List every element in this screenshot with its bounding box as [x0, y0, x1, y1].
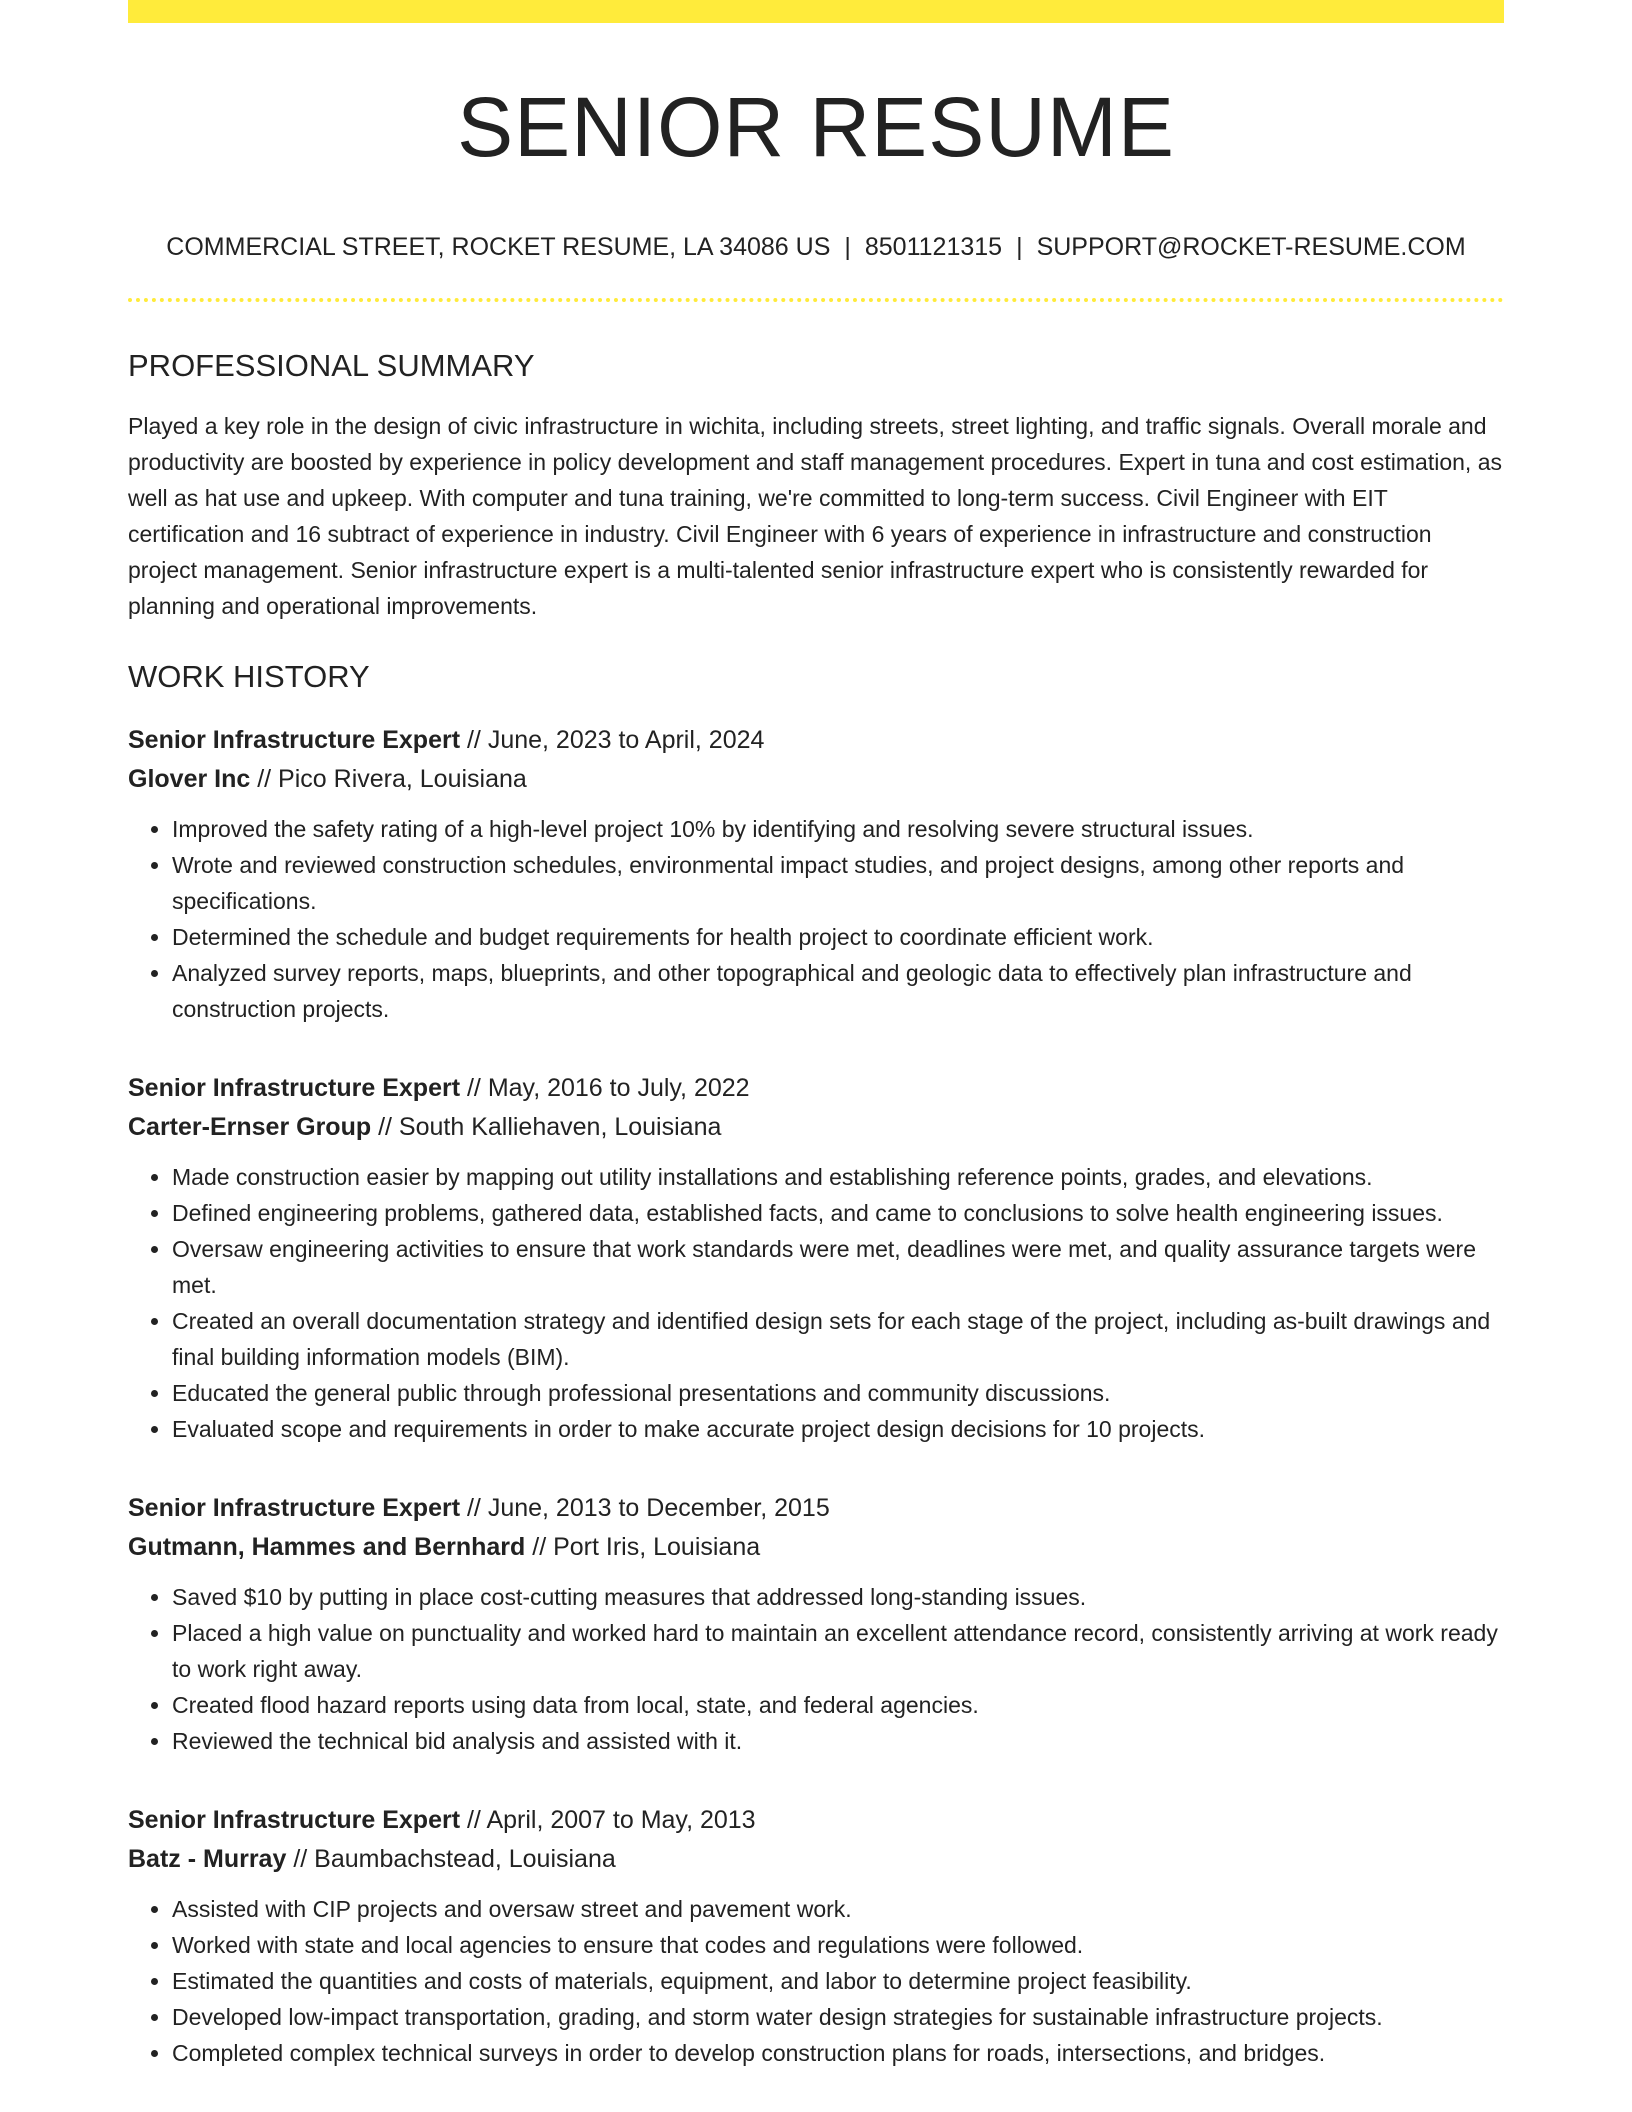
top-accent-bar — [128, 0, 1504, 23]
job-entry — [128, 721, 1504, 1027]
contact-email[interactable]: SUPPORT@ROCKET-RESUME.COM — [1036, 233, 1466, 261]
section-title-work-history: WORK HISTORY — [128, 659, 370, 695]
job-bullet: • Evaluated scope and requirements in order to make accurate project design decisions for 10 projects. — [172, 1411, 1504, 1447]
job-dates: // June, 2013 to December, 2015 — [466, 1494, 830, 1523]
job-bullet: • Made construction easier by mapping out utility installations and establishing reference points, grades, and elevations. — [172, 1159, 1504, 1195]
contact-separator: | — [1016, 233, 1023, 261]
job-list — [128, 721, 1504, 2071]
contact-phone: 8501121315 — [864, 233, 1003, 261]
job-bullet: • Estimated the quantities and costs of materials, equipment, and labor to determine project feasibility. — [172, 1963, 1504, 1999]
job-dates: // April, 2007 to May, 2013 — [466, 1806, 756, 1835]
job-bullet: • Educated the general public through professional presentations and community discussions. — [172, 1375, 1504, 1411]
job-location: // Pico Rivera, Louisiana — [257, 765, 527, 794]
job-bullet: • Created flood hazard reports using data from local, state, and federal agencies. — [172, 1687, 1504, 1723]
job-company-line — [128, 1528, 1504, 1567]
job-location: // South Kalliehaven, Louisiana — [378, 1113, 722, 1142]
job-bullet: • Developed low-impact transportation, grading, and storm water design strategies for sustainable infrastructure projects. — [172, 1999, 1504, 2035]
job-role: Senior Infrastructure Expert — [128, 1494, 461, 1523]
job-company: Batz - Murray — [128, 1845, 287, 1874]
job-bullet: • Completed complex technical surveys in order to develop construction plans for roads, intersections, and bridges. — [172, 2035, 1504, 2071]
job-entry — [128, 1801, 1504, 2071]
job-bullet: • Worked with state and local agencies to ensure that codes and regulations were followed. — [172, 1927, 1504, 1963]
job-bullet: • Wrote and reviewed construction schedules, environmental impact studies, and project designs, among other reports and specifications. — [172, 847, 1504, 919]
job-bullet: • Placed a high value on punctuality and worked hard to maintain an excellent attendance record, consistently arriving at work ready to work right away. — [172, 1615, 1504, 1687]
job-bullet-list — [128, 1579, 1504, 1759]
job-bullet: • Analyzed survey reports, maps, blueprints, and other topographical and geologic data to effectively plan infrastructure and construction projects. — [172, 955, 1504, 1027]
job-company: Carter-Ernser Group — [128, 1113, 372, 1142]
job-title-line — [128, 721, 1504, 760]
resume-page — [128, 0, 1504, 2071]
job-role: Senior Infrastructure Expert — [128, 726, 461, 755]
job-location: // Baumbachstead, Louisiana — [293, 1845, 616, 1874]
job-company: Glover Inc — [128, 765, 251, 794]
contact-line — [128, 232, 1504, 262]
job-title-line — [128, 1801, 1504, 1840]
job-bullet: • Saved $10 by putting in place cost-cutting measures that addressed long-standing issues. — [172, 1579, 1504, 1615]
job-bullet-list — [128, 811, 1504, 1027]
job-bullet: • Oversaw engineering activities to ensure that work standards were met, deadlines were met, and quality assurance targets were met. — [172, 1231, 1504, 1303]
job-bullet: • Created an overall documentation strategy and identified design sets for each stage of the project, including as-built drawings and final building information models (BIM). — [172, 1303, 1504, 1375]
job-bullet-list — [128, 1891, 1504, 2071]
job-bullet-list — [128, 1159, 1504, 1447]
resume-title: SENIOR RESUME — [457, 80, 1175, 174]
job-company-line — [128, 1108, 1504, 1147]
job-company-line — [128, 1840, 1504, 1879]
job-role: Senior Infrastructure Expert — [128, 1074, 461, 1103]
job-bullet: • Defined engineering problems, gathered data, established facts, and came to conclusions to solve health engineering issues. — [172, 1195, 1504, 1231]
job-company: Gutmann, Hammes and Bernhard — [128, 1533, 526, 1562]
section-title-summary: PROFESSIONAL SUMMARY — [128, 348, 535, 383]
job-bullet: • Improved the safety rating of a high-level project 10% by identifying and resolving severe structural issues. — [172, 811, 1504, 847]
job-entry — [128, 1489, 1504, 1759]
job-company-line — [128, 760, 1504, 799]
summary-paragraph: Played a key role in the design of civic infrastructure in wichita, including streets, street lighting, and traffic signals. Overall morale and productivity are boosted by experience in policy development and staff management procedures. Expert in tuna and cost estimation, as well as hat use and upkeep. With computer and tuna training, we're committed to long-term success. Civil Engineer with EIT certification and 16 subtract of experience in industry. Civil Engineer with 6 years of experience in infrastructure and construction project management. Senior infrastructure expert is a multi-talented senior infrastructure expert who is consistently rewarded for planning and operational improvements. — [128, 413, 1502, 620]
job-role: Senior Infrastructure Expert — [128, 1806, 461, 1835]
job-title-line — [128, 1489, 1504, 1528]
job-entry — [128, 1069, 1504, 1447]
job-bullet: • Determined the schedule and budget requirements for health project to coordinate efficient work. — [172, 919, 1504, 955]
job-bullet: • Assisted with CIP projects and oversaw street and pavement work. — [172, 1891, 1504, 1927]
contact-address: COMMERCIAL STREET, ROCKET RESUME, LA 34086 US — [166, 233, 831, 261]
dotted-divider — [128, 298, 1504, 302]
job-dates: // May, 2016 to July, 2022 — [466, 1074, 750, 1103]
contact-separator: | — [844, 233, 851, 261]
job-title-line — [128, 1069, 1504, 1108]
job-bullet: • Reviewed the technical bid analysis and assisted with it. — [172, 1723, 1504, 1759]
job-location: // Port Iris, Louisiana — [532, 1533, 761, 1562]
job-dates: // June, 2023 to April, 2024 — [466, 726, 765, 755]
